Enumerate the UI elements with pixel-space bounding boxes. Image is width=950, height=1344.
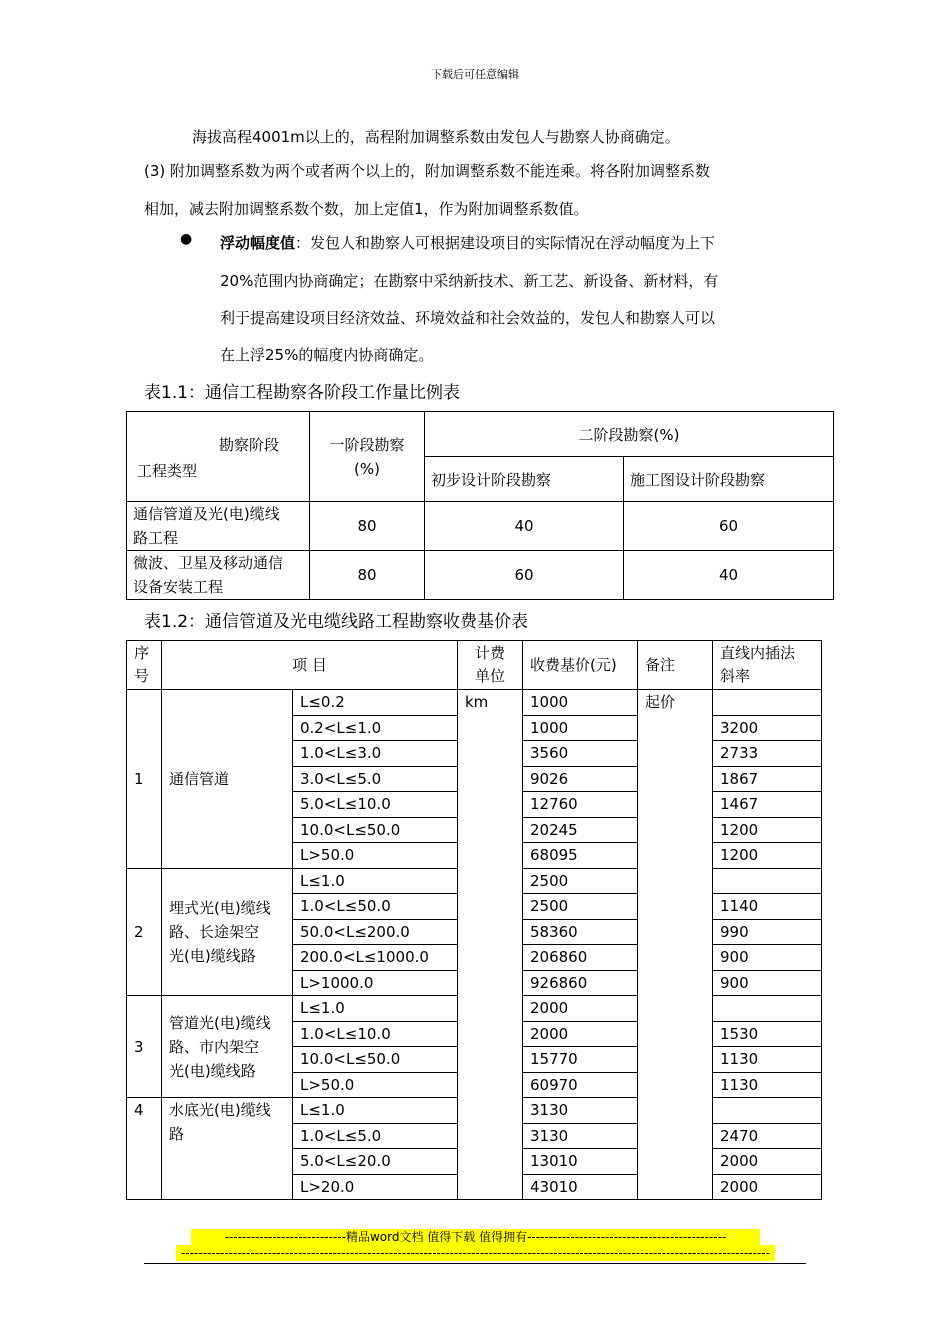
header-item: 项 目: [162, 641, 458, 690]
row-prelim: 40: [425, 502, 624, 551]
price-cell: 2000: [523, 1021, 638, 1047]
bullet-line-3: 利于提高建设项目经济效益、环境效益和社会效益的，发包人和勘察人可以: [220, 309, 716, 327]
price-cell: 1000: [523, 690, 638, 716]
range-cell: L>1000.0: [293, 970, 458, 996]
group-name: [162, 1098, 293, 1200]
diagonal-header-cell: [127, 412, 310, 502]
price-cell: 3130: [523, 1098, 638, 1124]
header-seq: [127, 641, 162, 690]
price-cell: 9026: [523, 766, 638, 792]
header-unit-line: 单位: [474, 667, 505, 685]
group-name-line: 路: [169, 1125, 185, 1143]
slope-cell: 1530: [713, 1021, 822, 1047]
footer-banner-dashes: ----------------------------------------------------------------------------------------------------------------------------------------: [176, 1245, 775, 1261]
footer-banner: ----------------------------精品word文档 值得下载 值得拥有----------------------------------------------: [191, 1229, 760, 1245]
slope-cell: 1140: [713, 894, 822, 920]
group-name-line: 埋式光(电)缆线: [169, 898, 271, 917]
range-cell: 0.2<L≤1.0: [293, 715, 458, 741]
header-note: 备注: [638, 641, 713, 690]
group-name-line: 路、市内架空: [169, 1037, 260, 1056]
bullet-line-4: 在上浮25%的幅度内协商确定。: [220, 346, 434, 364]
range-cell: 10.0<L≤50.0: [293, 1047, 458, 1073]
table-row: [127, 551, 834, 600]
range-cell: L>20.0: [293, 1174, 458, 1200]
group-name-line: 水底光(电)缆线: [169, 1101, 271, 1119]
unit-cell: km: [458, 690, 523, 1200]
header-type: 工程类型: [137, 462, 198, 480]
bullet-text-1: ：发包人和勘察人可根据建设项目的实际情况在浮动幅度为上下: [295, 234, 716, 252]
slope-cell: 990: [713, 919, 822, 945]
header-construction: 施工图设计阶段勘察: [624, 457, 834, 502]
row-prelim: 60: [425, 551, 624, 600]
range-cell: L>50.0: [293, 1072, 458, 1098]
slope-cell: 2470: [713, 1123, 822, 1149]
slope-cell: 1867: [713, 766, 822, 792]
price-cell: 2500: [523, 894, 638, 920]
paragraph-adjustment-3-cont: 相加，减去附加调整系数个数，加上定值1，作为附加调整系数值。: [144, 200, 589, 218]
price-cell: 60970: [523, 1072, 638, 1098]
row-type-line: 通信管道及光(电)缆线: [133, 505, 280, 523]
paragraph-altitude: 海拔高程4001m以上的，高程附加调整系数由发包人与勘察人协商确定。: [192, 128, 680, 146]
header-one-stage: [310, 412, 425, 502]
row-type-line: 微波、卫星及移动通信: [133, 554, 284, 572]
slope-cell: [713, 1098, 822, 1124]
range-cell: 5.0<L≤20.0: [293, 1149, 458, 1175]
header-price: 收费基价(元): [523, 641, 638, 690]
price-cell: 2500: [523, 868, 638, 894]
range-cell: 1.0<L≤10.0: [293, 1021, 458, 1047]
slope-cell: 3200: [713, 715, 822, 741]
slope-cell: 1130: [713, 1072, 822, 1098]
range-cell: 1.0<L≤5.0: [293, 1123, 458, 1149]
note-cell: 起价: [638, 690, 713, 1200]
slope-cell: 1200: [713, 843, 822, 869]
range-cell: 50.0<L≤200.0: [293, 919, 458, 945]
slope-cell: 2000: [713, 1174, 822, 1200]
row-construction: 40: [624, 551, 834, 600]
table-row: [127, 412, 834, 457]
slope-cell: 900: [713, 970, 822, 996]
group-seq: 4: [127, 1098, 162, 1200]
range-cell: 200.0<L≤1000.0: [293, 945, 458, 971]
bullet-icon: ●: [180, 231, 193, 247]
header-slope-line: 直线内插法: [720, 644, 796, 662]
header-seq-line: 号: [134, 667, 150, 685]
range-cell: L≤1.0: [293, 1098, 458, 1124]
bullet-label: 浮动幅度值: [220, 234, 296, 252]
slope-cell: 1200: [713, 817, 822, 843]
row-type-line: 设备安装工程: [133, 578, 224, 596]
header-prelim: 初步设计阶段勘察: [425, 457, 624, 502]
header-one-stage-unit: (%): [354, 459, 380, 478]
price-cell: 13010: [523, 1149, 638, 1175]
range-cell: 5.0<L≤10.0: [293, 792, 458, 818]
price-cell: 68095: [523, 843, 638, 869]
paragraph-adjustment-3: (3) 附加调整系数为两个或者两个以上的，附加调整系数不能连乘。将各附加调整系数: [144, 162, 711, 180]
header-seq-line: 序: [134, 644, 150, 662]
pricing-table: [126, 640, 822, 1200]
header-slope-line: 斜率: [720, 667, 751, 685]
price-cell: 3560: [523, 741, 638, 767]
header-unit-line: 计费: [474, 644, 505, 662]
price-cell: 3130: [523, 1123, 638, 1149]
slope-cell: 900: [713, 945, 822, 971]
table-row: [127, 690, 822, 716]
price-cell: 12760: [523, 792, 638, 818]
slope-cell: 1130: [713, 1047, 822, 1073]
row-type-line: 路工程: [133, 529, 179, 547]
row-one: 80: [310, 502, 425, 551]
price-cell: 2000: [523, 996, 638, 1022]
group-name-line: 光(电)缆线路: [169, 946, 256, 965]
price-cell: 20245: [523, 817, 638, 843]
header-stage: 勘察阶段: [219, 436, 280, 454]
table-row: [127, 502, 834, 551]
slope-cell: 1467: [713, 792, 822, 818]
slope-cell: [713, 690, 822, 716]
row-type: [127, 502, 310, 551]
range-cell: L>50.0: [293, 843, 458, 869]
header-one-stage-label: 一阶段勘察: [329, 435, 405, 454]
group-name-line: 光(电)缆线路: [169, 1061, 256, 1080]
footer-divider: [144, 1263, 806, 1264]
header-slope: [713, 641, 822, 690]
table2-caption: 表1.2：通信管道及光电缆线路工程勘察收费基价表: [144, 612, 529, 632]
price-cell: 1000: [523, 715, 638, 741]
price-cell: 15770: [523, 1047, 638, 1073]
group-seq: 3: [127, 996, 162, 1098]
slope-cell: [713, 996, 822, 1022]
header-unit: [458, 641, 523, 690]
survey-stage-ratio-table: [126, 411, 834, 600]
range-cell: 10.0<L≤50.0: [293, 817, 458, 843]
range-cell: L≤1.0: [293, 868, 458, 894]
group-seq: 2: [127, 868, 162, 996]
slope-cell: [713, 868, 822, 894]
range-cell: L≤1.0: [293, 996, 458, 1022]
slope-cell: 2000: [713, 1149, 822, 1175]
group-name-line: 路、长途架空: [169, 922, 260, 941]
page-header: 下载后可任意编辑: [431, 68, 519, 81]
range-cell: 1.0<L≤3.0: [293, 741, 458, 767]
table-header-row: [127, 641, 822, 690]
price-cell: 206860: [523, 945, 638, 971]
price-cell: 58360: [523, 919, 638, 945]
row-construction: 60: [624, 502, 834, 551]
row-one: 80: [310, 551, 425, 600]
group-name: [162, 868, 293, 996]
price-cell: 926860: [523, 970, 638, 996]
row-type: [127, 551, 310, 600]
group-name: [162, 996, 293, 1098]
bullet-line-1: [220, 233, 715, 253]
range-cell: 1.0<L≤50.0: [293, 894, 458, 920]
slope-cell: 2733: [713, 741, 822, 767]
range-cell: 3.0<L≤5.0: [293, 766, 458, 792]
group-name: 通信管道: [162, 690, 293, 869]
group-seq: 1: [127, 690, 162, 869]
range-cell: L≤0.2: [293, 690, 458, 716]
price-cell: 43010: [523, 1174, 638, 1200]
group-name-line: 管道光(电)缆线: [169, 1013, 271, 1032]
table1-caption: 表1.1：通信工程勘察各阶段工作量比例表: [144, 383, 461, 403]
header-two-stage: 二阶段勘察(%): [425, 412, 834, 457]
bullet-line-2: 20%范围内协商确定；在勘察中采纳新技术、新工艺、新设备、新材料，有: [220, 272, 719, 290]
